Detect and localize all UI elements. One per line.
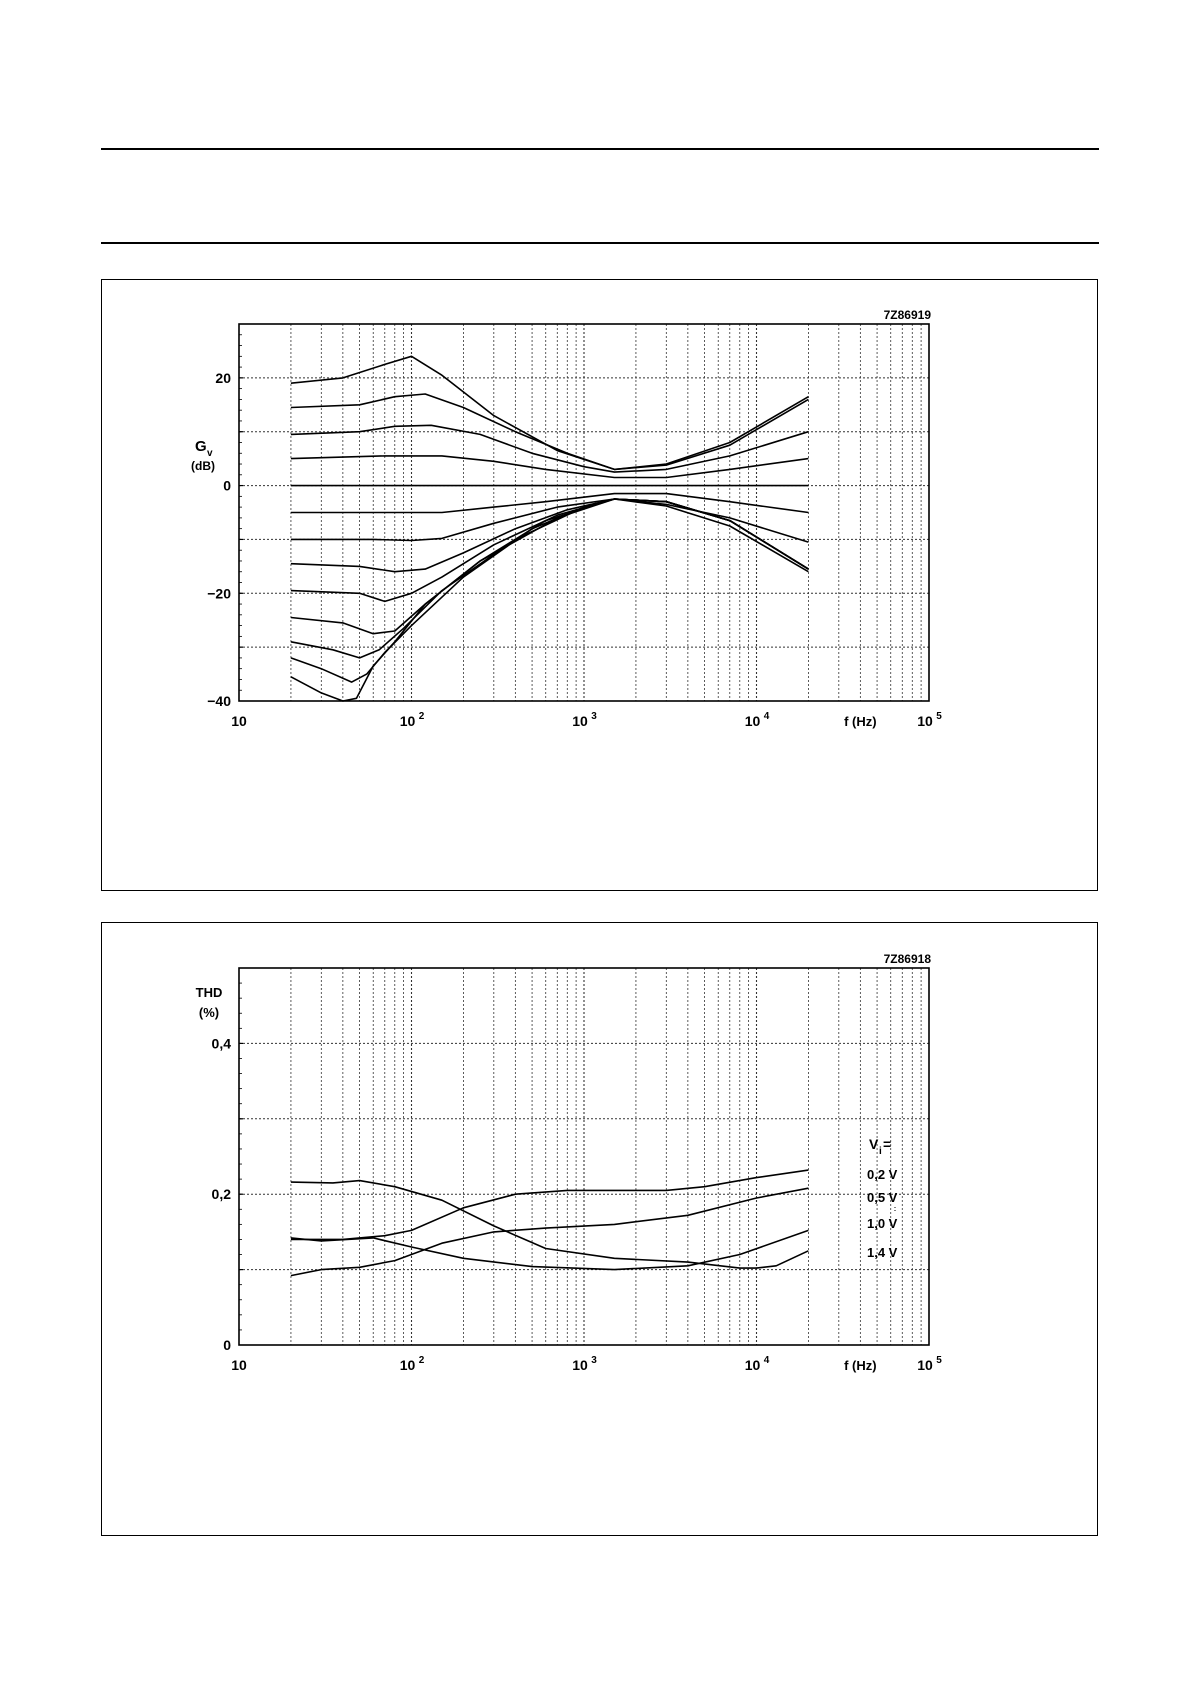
header-rule-top	[101, 148, 1099, 150]
legend-entry: 1,4 V	[867, 1245, 898, 1260]
x-tick-base: 10	[917, 1357, 933, 1373]
y-axis-label-main: THD	[195, 985, 223, 1000]
series-line	[291, 499, 809, 572]
x-tick-base: 10	[231, 1357, 247, 1373]
y-tick-label: −20	[207, 585, 231, 602]
x-axis-label: f (Hz)	[844, 714, 877, 729]
x-tick-label	[917, 1355, 942, 1373]
y-axis-label-main: G	[195, 438, 207, 455]
y-axis-label-unit: (%)	[198, 1005, 220, 1020]
gain-chart-panel	[101, 279, 1098, 891]
x-tick-label	[400, 1355, 425, 1373]
x-tick-base: 10	[572, 713, 588, 729]
x-tick-exponent: 3	[591, 711, 597, 722]
series-line	[291, 1230, 809, 1269]
y-axis-label	[196, 985, 223, 1020]
series-line	[291, 1188, 809, 1275]
x-tick-label	[572, 711, 597, 729]
legend-entry: 0,5 V	[867, 1190, 898, 1205]
y-tick-label: 20	[215, 369, 231, 386]
x-tick-label	[400, 711, 425, 729]
y-tick-label: 0,2	[211, 1186, 231, 1203]
y-tick-label: −40	[207, 693, 231, 709]
x-tick-label	[231, 1357, 247, 1373]
legend-title-main: V	[869, 1136, 879, 1152]
y-axis-label-unit: (dB)	[191, 459, 215, 473]
x-tick-label	[917, 711, 942, 729]
x-tick-base: 10	[572, 1357, 588, 1373]
x-tick-exponent: 2	[418, 1355, 425, 1366]
y-tick-label: 0	[223, 477, 231, 494]
x-tick-exponent: 5	[936, 711, 942, 722]
x-tick-base: 10	[744, 713, 761, 729]
y-tick-label: 0	[223, 1337, 231, 1353]
x-tick-base: 10	[399, 713, 416, 729]
x-tick-exponent: 2	[418, 711, 425, 722]
series-line	[291, 499, 809, 601]
legend-title-eq: =	[883, 1136, 892, 1152]
x-tick-label	[745, 1355, 770, 1373]
x-axis-label: f (Hz)	[844, 1358, 877, 1373]
x-tick-base: 10	[399, 1357, 416, 1373]
header-rule-bottom	[101, 242, 1099, 244]
x-tick-base: 10	[231, 713, 247, 729]
thd-chart	[102, 923, 1097, 1535]
x-tick-base: 10	[744, 1357, 761, 1373]
x-tick-base: 10	[917, 713, 933, 729]
series-line	[291, 499, 809, 634]
x-tick-exponent: 3	[591, 1355, 597, 1366]
x-tick-label	[231, 713, 247, 729]
y-axis-label	[191, 438, 215, 473]
x-tick-label	[745, 711, 770, 729]
y-axis-label-sub: v	[207, 448, 213, 459]
x-tick-exponent: 4	[763, 711, 770, 722]
legend-title-sub: i	[879, 1146, 882, 1157]
legend	[867, 1136, 898, 1260]
series-line	[291, 456, 809, 478]
y-tick-label: 0,4	[211, 1035, 231, 1052]
x-tick-label	[572, 1355, 597, 1373]
figure-code: 7Z86919	[883, 308, 931, 322]
thd-chart-panel	[101, 922, 1098, 1536]
figure-code: 7Z86918	[883, 952, 931, 966]
series-line	[291, 425, 809, 472]
series-line	[291, 356, 809, 469]
legend-entry: 1,0 V	[867, 1216, 898, 1231]
x-tick-exponent: 4	[763, 1355, 770, 1366]
gain-chart	[102, 280, 1097, 890]
legend-entry: 0,2 V	[867, 1167, 898, 1182]
x-tick-exponent: 5	[936, 1355, 942, 1366]
